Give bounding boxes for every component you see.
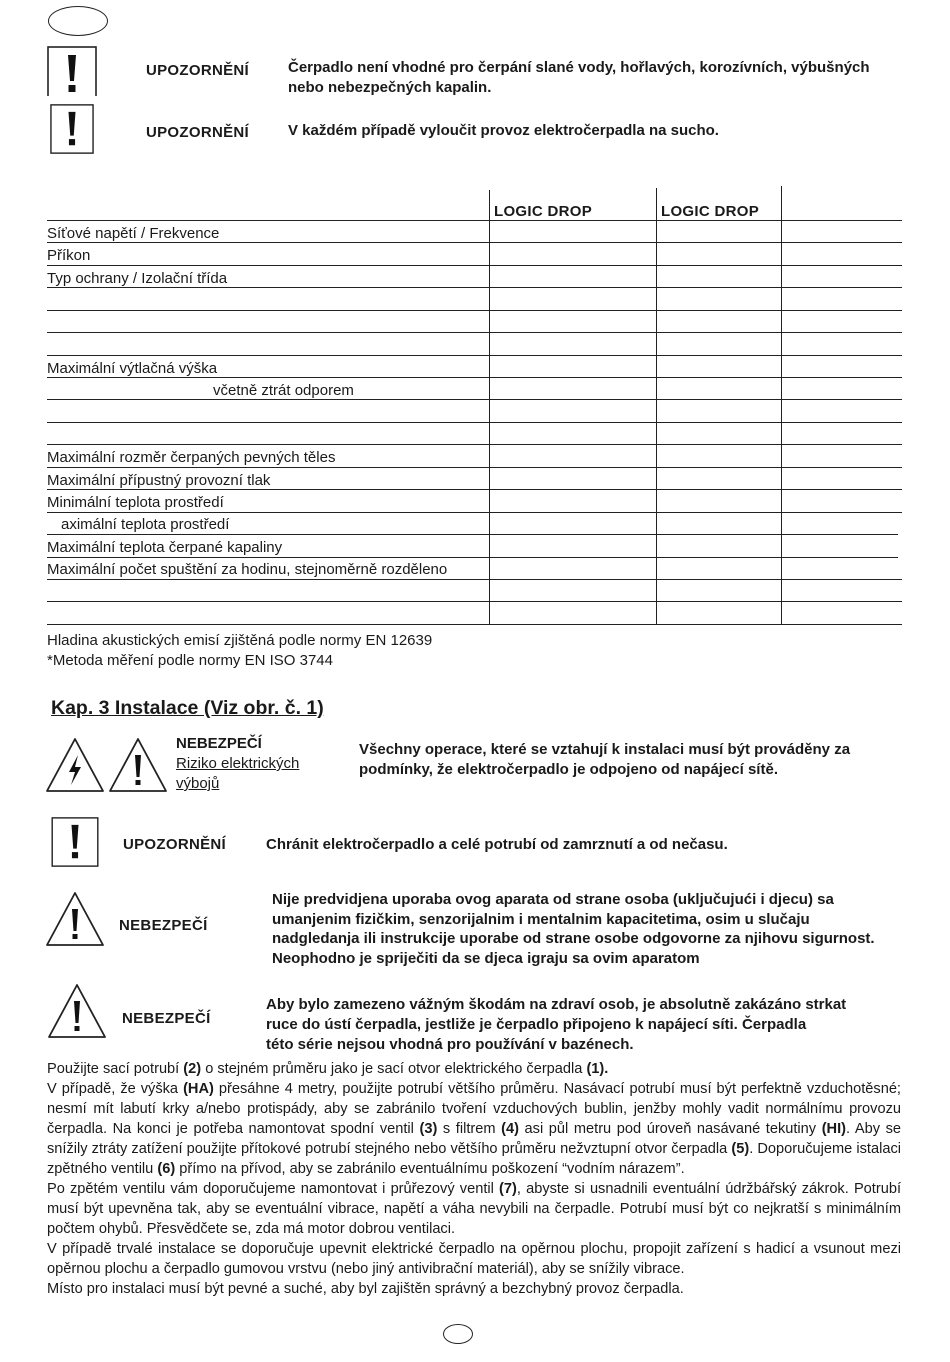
- table-row-label: Síťové napětí / Frekvence: [47, 225, 220, 242]
- installation-body: [47, 1059, 901, 1299]
- warning-label: UPOZORNĚNÍ: [146, 62, 250, 79]
- body-text: . Doporučujeme istalaci zpětného ventilu: [47, 1141, 901, 1177]
- body-text: přesáhne 4 metry, použijte potrubí většího průměru. Nasávací potrubí musí být perfektně vzduchotěsné; nesmí mít labutí krky a/nebo protispády, aby se zabránilo tvoření vzduchových bublin, jenžby mohly vadit normálnímu provozu čerpadla. Na konci je potřeba namontovat spodní ventil: [47, 1081, 901, 1137]
- table-row-label: Maximální rozměr čerpaných pevných těles: [47, 449, 336, 466]
- body-paragraph: [47, 1079, 901, 1179]
- exclamation-triangle-icon: [108, 737, 168, 793]
- body-text: . Aby se snížily ztráty zatížení použijte přítokové potrubí stejného nebo většího průměru nežvztupní otvor čerpadla: [47, 1121, 902, 1157]
- table-row-label: Minimální teplota prostředí: [47, 494, 224, 511]
- table-row-label: Maximální výtlačná výška: [47, 360, 218, 377]
- body-text: , abyste si usnadnili eventuální údržbářský zákrok. Potrubí musí být upevněna tak, aby se eventuální vibrace, napětí a váha nevybili na čerpadle. Potrubí musí být co nejkratší s minimálním počtem ohybů. Přesvědčete se, zda má motor dobrou ventilaci.: [47, 1181, 901, 1237]
- danger-text-line: nadgledanja ili instrukcije uporabe od strane osobe odgovorne za njihovu sigurnost.: [272, 930, 875, 947]
- table-col-header: LOGIC DROP: [661, 203, 760, 220]
- ref-number: (HA): [183, 1081, 214, 1097]
- exclamation-box-icon: [47, 104, 97, 154]
- body-text: Použijte sací potrubí: [47, 1061, 184, 1077]
- ref-number: (HI): [821, 1121, 847, 1137]
- danger-label: NEBEZPEČÍ: [122, 1010, 211, 1027]
- danger-text-line: Neophodno je spriječiti da se djeca igraju sa ovim aparatom: [272, 949, 700, 967]
- table-row-label: včetně ztrát odporem: [213, 382, 354, 399]
- note-line: *Metoda měření podle normy EN ISO 3744: [47, 652, 333, 669]
- warning-label: UPOZORNĚNÍ: [123, 836, 227, 853]
- section-heading: Kap. 3 Instalace (Viz obr. č. 1): [51, 697, 324, 719]
- exclamation-box-icon: [50, 817, 100, 867]
- danger-text: [266, 995, 906, 1055]
- table-row-label: aximální teplota prostředí: [61, 516, 230, 533]
- ref-number: (1).: [586, 1061, 609, 1077]
- exclamation-triangle-icon: [47, 983, 107, 1039]
- ref-number: (4): [501, 1121, 519, 1137]
- warning-label: UPOZORNĚNÍ: [146, 124, 250, 141]
- ref-number: (6): [157, 1161, 176, 1177]
- language-badge-oval: [48, 6, 108, 36]
- body-text: o stejném průměru jako je sací otvor elektrického čerpadla: [201, 1061, 587, 1077]
- danger-label: NEBEZPEČÍ: [119, 917, 208, 934]
- danger-label: NEBEZPEČÍ: [176, 735, 262, 752]
- page-number-oval: [443, 1324, 473, 1344]
- table-col-header: LOGIC DROP: [494, 203, 593, 220]
- exclamation-box-icon: [47, 46, 97, 96]
- body-text: přímo na přívod, aby se zabránilo eventuálnímu poškození “vodním nárazem”.: [175, 1161, 685, 1177]
- note-line: Hladina akustických emisí zjištěná podle normy EN 12639: [47, 632, 433, 649]
- exclamation-triangle-icon: [45, 891, 105, 947]
- ref-number: (5): [731, 1141, 750, 1157]
- ref-number: (7): [499, 1181, 517, 1197]
- warning-text-line: Čerpadlo není vhodné pro čerpání slané vody, hořlavých, korozívních, výbušných: [288, 59, 870, 76]
- body-text: Po zpětém ventilu vám doporučujeme namontovat i průřezový ventil: [47, 1181, 500, 1197]
- danger-sublabel: výbojů: [176, 775, 220, 792]
- danger-sublabel: Riziko elektrických: [176, 755, 300, 772]
- table-row-label: Maximální teplota čerpané kapaliny: [47, 539, 283, 556]
- danger-text-line: této série nejsou vhodná pro používání v bazénech.: [266, 1036, 634, 1053]
- table-row-label: Typ ochrany / Izolační třída: [47, 270, 228, 287]
- body-text: V případě, že výška: [47, 1081, 184, 1097]
- danger-text-line: umanjenim fizičkim, senzorijalnim i mentalnim kapacitetima, osim u slučaju: [272, 910, 810, 928]
- danger-text: [272, 890, 901, 968]
- warning-text-line: nebo nebezpečných kapalin.: [288, 79, 492, 96]
- warning-text: [288, 58, 908, 98]
- danger-text-line: Nije predvidjena uporaba ovog aparata od strane osoba (uključujući i djecu) sa: [272, 891, 834, 908]
- table-row-label: Maximální přípustný provozní tlak: [47, 472, 271, 489]
- ref-number: (2): [183, 1061, 202, 1077]
- lightning-triangle-icon: [45, 737, 105, 793]
- danger-text-line: podmínky, že elektročerpadlo je odpojeno od napájecí sítě.: [359, 761, 778, 778]
- danger-text-line: Všechny operace, které se vztahují k instalaci musí být prováděny za: [359, 741, 851, 758]
- body-text: asi půl metru pod úroveň nasávané tekutiny: [518, 1121, 822, 1137]
- body-paragraph: V případě trvalé instalace se doporučuje upevnit elektrické čerpadlo na opěrnou plochu, propojit zařízení s hadicí a vsunout mezi opěrnou plochu a čerpadlo gumovou vrstvu (nebo jiný antivibrační materiál), aby se snížily vibrace.: [47, 1241, 901, 1277]
- danger-text-line: ruce do ústí čerpadla, jestliže je čerpadlo připojeno k napájecí síti. Čerpadla: [266, 1016, 807, 1033]
- warning-text: Chránit elektročerpadlo a celé potrubí od zamrznutí a od nečasu.: [266, 836, 728, 853]
- table-row-label: Maximální počet spuštění za hodinu, stejnoměrně rozděleno: [47, 561, 448, 578]
- body-paragraph: [47, 1059, 901, 1079]
- danger-text-line: Aby bylo zamezeno vážným škodám na zdraví osob, je absolutně zakázáno strkat: [266, 996, 847, 1013]
- body-paragraph: [47, 1179, 901, 1239]
- danger-text: [359, 740, 919, 780]
- body-text: s filtrem: [437, 1121, 502, 1137]
- warning-text: V každém případě vyloučit provoz elektročerpadla na sucho.: [288, 122, 719, 139]
- body-paragraph: Místo pro instalaci musí být pevné a suché, aby byl zajištěn správný a bezchybný provoz čerpadla.: [47, 1281, 684, 1297]
- ref-number: (3): [419, 1121, 438, 1137]
- table-row-label: Příkon: [47, 247, 91, 264]
